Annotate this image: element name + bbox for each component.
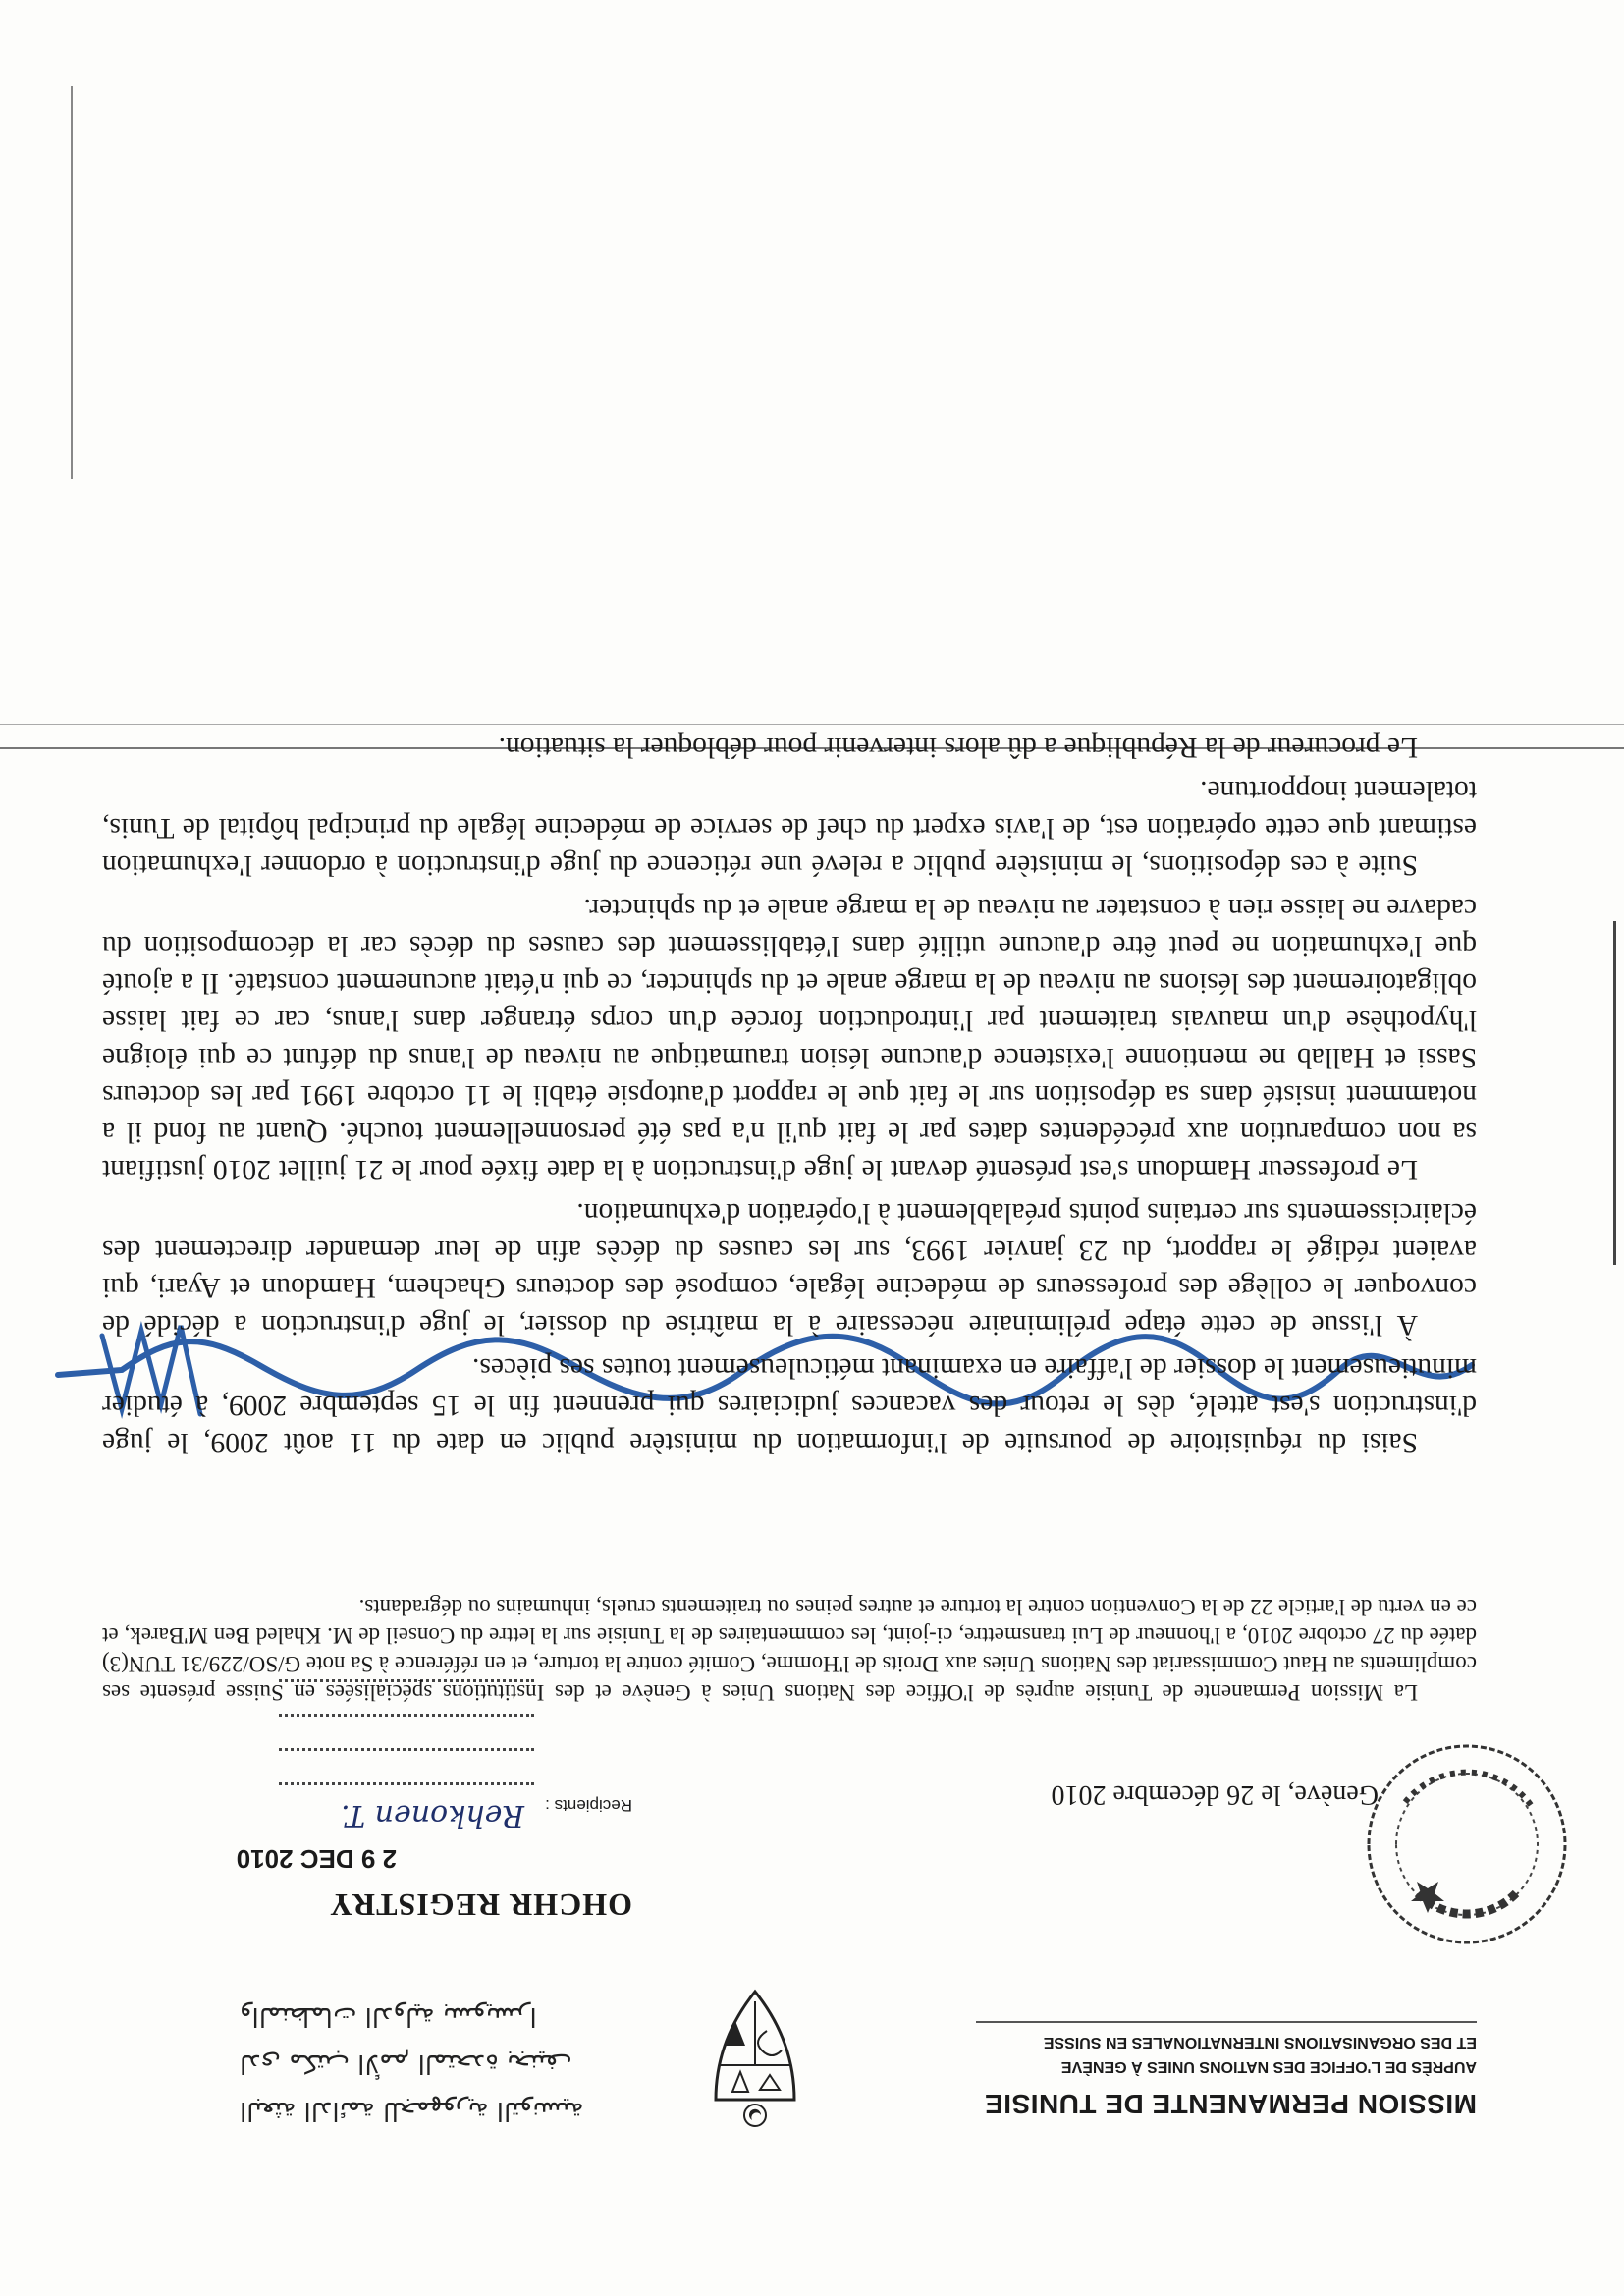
paragraph-5: Le procureur de la République a dû alors intervenir pour débloquer la situation. [498,732,1418,763]
registry-stamp-date: 2 9 DEC 2010 [236,1844,397,1874]
scribble-gap [102,1461,1477,1579]
paragraph-2: À l'issue de cette étape préliminaire nécessaire à la maîtrise du dossier, le juge d'instruction a décidé de convoquer le collège des professeurs de médecine légale, composé des docteurs Ghachem, Hamdoun et Ayari, qui avaient rédigé le rapport, du 23 janvier 1993, sur les causes du décès afin de leur demander directement des éclaircissements sur certains points préalablement à l'opération d'exhumation. [102,1197,1477,1340]
recipients-dotted-line-3 [279,1714,534,1717]
paragraph-1: Saisi du réquisitoire de poursuite de l'information du ministère public en date du 11 août 2009, le juge d'instruction s'est attelé, dès le retour des vacances judiciaires qui prennent fin le 15 septembre 2009, à étudier minutieusement le dossier de l'affaire en examinant méticuleusement toutes ses pièces. [102,1352,1477,1458]
arabic-line-3: والمنظمات الدولية بسويسرا [240,2001,537,2031]
paragraph-3: Le professeur Hamdoun s'est présenté devant le juge d'instruction à la date fixée pour le 21 juillet 2010 justifiant sa non comparution aux précédentes dates par le fait qu'il n'a pas été personnellement touché. Quant au fond il a notamment insisté dans sa déposition sur le fait que le rapport d'autopsie établi le 11 octobre 1991 par les docteurs Sassi et Hallab ne mentionne l'existence d'aucune lésion traumatique au niveau de l'anus du défunt ce qui éloigne l'hypothèse d'un mauvais traitement par l'introduction forcée d'un corps étranger dans l'anus, car ce fait laisse obligatoirement des lésions au niveau de la marge anale et du sphincter, ce qui n'était aucunement constaté. Il a ajouté que l'exhumation ne peut être d'aucune utilité dans l'établissement des causes du décès car la décomposition du cadavre ne laisse rien à constater au niveau de la marge anale et du sphincter. [102,893,1477,1185]
arabic-header [240,1993,662,2134]
mission-subtitle-1: AUPRÈS DE L'OFFICE DES NATIONS UNIES À GENÈVE [1060,2058,1477,2075]
recipients-label: Recipients : [545,1796,632,1815]
intro-paragraph: La Mission Permanente de Tunisie auprès de l'Office des Nations Unies à Genève et des Institutions spécialisées en Suisse présente ses compliments au Haut Commissariat des Nations Unies aux Droits de l'Homme, Comité contre la torture, et en référence à Sa note G/SO/229/31 TUN(3) datée du 27 octobre 2010, a l'honneur de Lui transmettre, ci-joint, les commentaires de la Tunisie sur la lettre du Conseil de M. Khaled Ben M'Barek, et ce en vertu de l'article 22 de la Convention contre la torture et autres peines ou traitements cruels, inhumains ou dégradants. [101,1595,1477,1705]
page-edge-right [71,86,73,479]
date-line: Genève, le 26 décembre 2010 [1051,1779,1379,1810]
registry-stamp-title: OHCHR REGISTRY [329,1887,632,1923]
arabic-line-1: البعثة الدائمة للجمهورية التونسية [240,2096,584,2125]
paragraph-4: Suite à ces dépositions, le ministère public a relevé une réticence du juge d'instruction à ordonner l'exhumation estimant que cette opération est, de l'avis expert du chef de service de médecine légale du principal hôpital de Tunis, totalement inopportune. [102,775,1477,881]
arabic-line-2: لدى مكتب الأمم المتحدة بجنيف [240,2049,572,2078]
mission-subtitle-2: ET DES ORGANISATIONS INTERNATIONALES EN SUISSE [1043,2034,1477,2050]
page-edge-left [1613,921,1616,1265]
recipients-dotted-line-1 [279,1782,534,1785]
header-rule [976,2021,1477,2023]
tunisia-emblem-icon [701,1982,809,2129]
letter-body [102,723,1477,1707]
mission-title: MISSION PERMANENTE DE TUNISIE [984,2089,1477,2119]
recipients-dotted-line-2 [279,1748,534,1751]
recipients-handwritten-name: Rehkonen T. [341,1798,524,1832]
round-seal-icon [1359,1736,1575,1952]
